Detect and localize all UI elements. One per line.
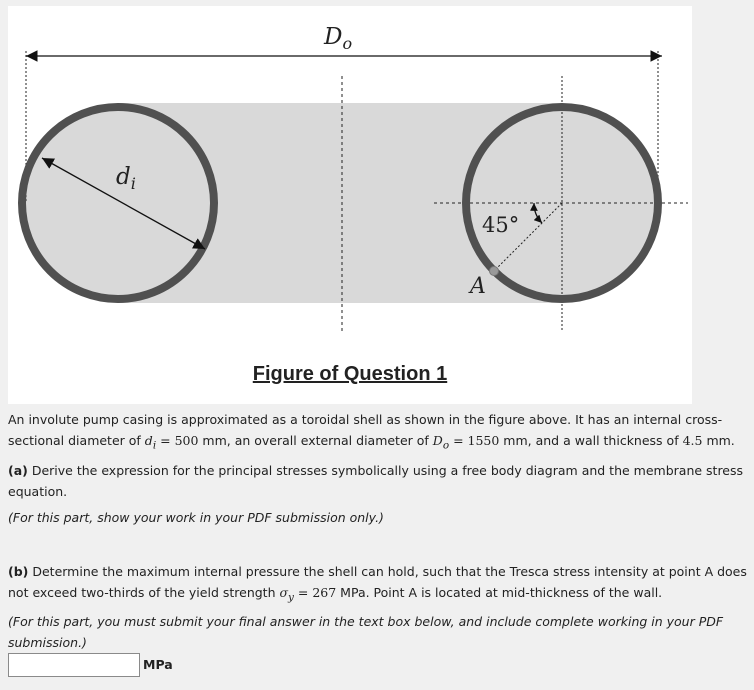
equals-3: =	[293, 584, 313, 600]
part-b-note: (For this part, you must submit your final answer in the text box below, and include complete working in your PDF submission.)	[8, 614, 724, 650]
answer-input[interactable]	[8, 653, 140, 677]
intro-text-1: An involute pump casing is approximated as a toroidal shell as shown in the figure above. It has an internal cross-sectional diameter of	[8, 412, 723, 448]
part-b-tag: (b)	[8, 563, 29, 579]
di-symbol: $d_i$	[144, 433, 157, 452]
point-a-label: A	[470, 274, 486, 299]
point-a-marker	[490, 267, 499, 276]
figure-caption: Figure of Question 1	[252, 363, 448, 385]
part-a-note: (For this part, show your work in your PDF submission only.)	[8, 509, 384, 525]
intro-text-4: mm.	[702, 433, 735, 448]
equals-1: =	[156, 433, 175, 448]
unit-label: MPa	[143, 657, 173, 672]
sigma-y-symbol: $\sigma_y$	[279, 584, 294, 603]
part-b	[8, 561, 752, 609]
intro-text-2: mm, an overall external diameter of	[198, 433, 433, 448]
question-figure	[8, 6, 692, 404]
part-a	[8, 460, 752, 502]
part-b-text-1: Determine the maximum internal pressure the shell can hold, such that the Tresca stress intensity at point A does not exceed two-thirds of the yield strength	[8, 563, 747, 600]
yield-strength-value: 267	[312, 584, 337, 600]
part-a-tag: (a)	[8, 462, 28, 478]
inner-diameter-label: $d_i$	[116, 164, 136, 193]
di-value: 500	[174, 433, 199, 448]
angle-label: 45°	[482, 213, 520, 237]
thickness-value: 4.5	[682, 433, 703, 448]
do-symbol: $D_o$	[432, 433, 450, 452]
outer-diameter-label: $D_o$	[324, 24, 353, 53]
question-text	[8, 409, 752, 653]
part-a-text: Derive the expression for the principal stresses symbolically using a free body diagram and the membrane stress equation.	[8, 462, 744, 499]
problem-statement	[8, 409, 752, 457]
equals-2: =	[449, 433, 468, 448]
intro-text-3: mm, and a wall thickness of	[499, 433, 683, 448]
do-value: 1550	[467, 433, 500, 448]
toroid-diagram	[8, 6, 692, 404]
part-b-text-2: MPa. Point A is located at mid-thickness of the wall.	[336, 584, 663, 600]
